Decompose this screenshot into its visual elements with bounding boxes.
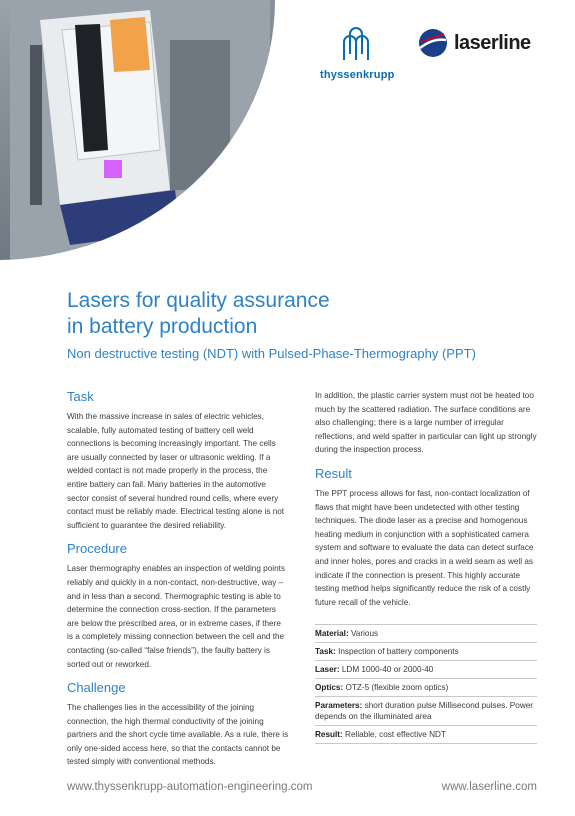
fact-row: Laser: LDM 1000-40 or 2000-40 xyxy=(315,660,537,678)
procedure-heading: Procedure xyxy=(67,541,127,557)
result-heading: Result xyxy=(315,465,352,481)
page-subtitle: Non destructive testing (NDT) with Pulsed-Phase-Thermography (PPT) xyxy=(67,346,476,361)
thyssenkrupp-logo xyxy=(320,24,395,81)
result-text: The PPT process allows for fast, non-contact localization of flaws that might have been undetected with other testing techniques. The diode laser as a precise and homogenous heating medium in conjunction with a sophisticated camera system and software to evaluate the data can detect surface and inner holes, pores and cracks in a weld seam as well as indicate if the connection is present. This highly accurate testing method helps significantly reduce the risk of a costly future recall of the vehicle. xyxy=(315,488,534,607)
right-column xyxy=(315,389,537,617)
footer-link-thyssenkrupp[interactable]: www.thyssenkrupp-automation-engineering.com xyxy=(67,781,313,793)
left-column xyxy=(67,388,289,777)
fact-row: Optics: OTZ-5 (flexible zoom optics) xyxy=(315,678,537,696)
page-title: Lasers for quality assurance in battery production xyxy=(67,289,330,338)
fact-row: Material: Various xyxy=(315,624,537,642)
task-heading: Task xyxy=(67,389,94,404)
footer-link-laserline[interactable]: www.laserline.com xyxy=(441,781,537,793)
laserline-wordmark: laserline xyxy=(454,31,531,54)
fact-row: Task: Inspection of battery components xyxy=(315,642,537,660)
task-text: With the massive increase in sales of electric vehicles, scalable, fully automated testing of battery cell weld connections is becoming increasingly important. The cells are usually connected by laser or ultrasonic welding. If a welded contact is not made properly in the process, the entire battery can fail. Many batteries in the automotive sector consist of several hundred round cells, where every contact must be reliably made. Electrical testing alone is not sufficient to guarantee the desired reliability. xyxy=(67,412,285,530)
thyssenkrupp-arches-icon xyxy=(336,24,376,62)
challenge-heading: Challenge xyxy=(67,680,126,696)
challenge-text-continued: In addition, the plastic carrier system must not be heated too much by the scattered radiation. The surface conditions are also challenging; there is a large number of irregular reflections, and weld spatter in particular can light up strongly during the inspection process. xyxy=(315,391,537,455)
laserline-swirl-icon xyxy=(418,28,448,58)
thyssenkrupp-wordmark: thyssenkrupp xyxy=(320,69,395,81)
laserline-logo xyxy=(418,28,531,58)
hero-photo xyxy=(0,0,275,260)
fact-table xyxy=(315,624,537,744)
procedure-text: Laser thermography enables an inspection of welding points reliably and quickly in a non-contact, non-destructive, way – and in less than a second. Thermographic testing is able to determine the connection cross-section. If the parameters are below the prescribed area, or in extreme cases, if there is a completely missing connection between the cell and the contacting (so-called “false friends”), the faulty battery is sorted out or reworked. xyxy=(67,564,286,669)
fact-row: Parameters: short duration pulse Millisecond pulses. Power depends on the illuminated area xyxy=(315,696,537,725)
fact-row: Result: Reliable, cost effective NDT xyxy=(315,725,537,744)
challenge-text: The challenges lies in the accessibility of the joining connection, the high thermal conductivity of the joining partners and the short cycle time available. As a rule, there is only one-sided access here, so that the contacts cannot be tested simply with conventional methods. xyxy=(67,703,289,767)
